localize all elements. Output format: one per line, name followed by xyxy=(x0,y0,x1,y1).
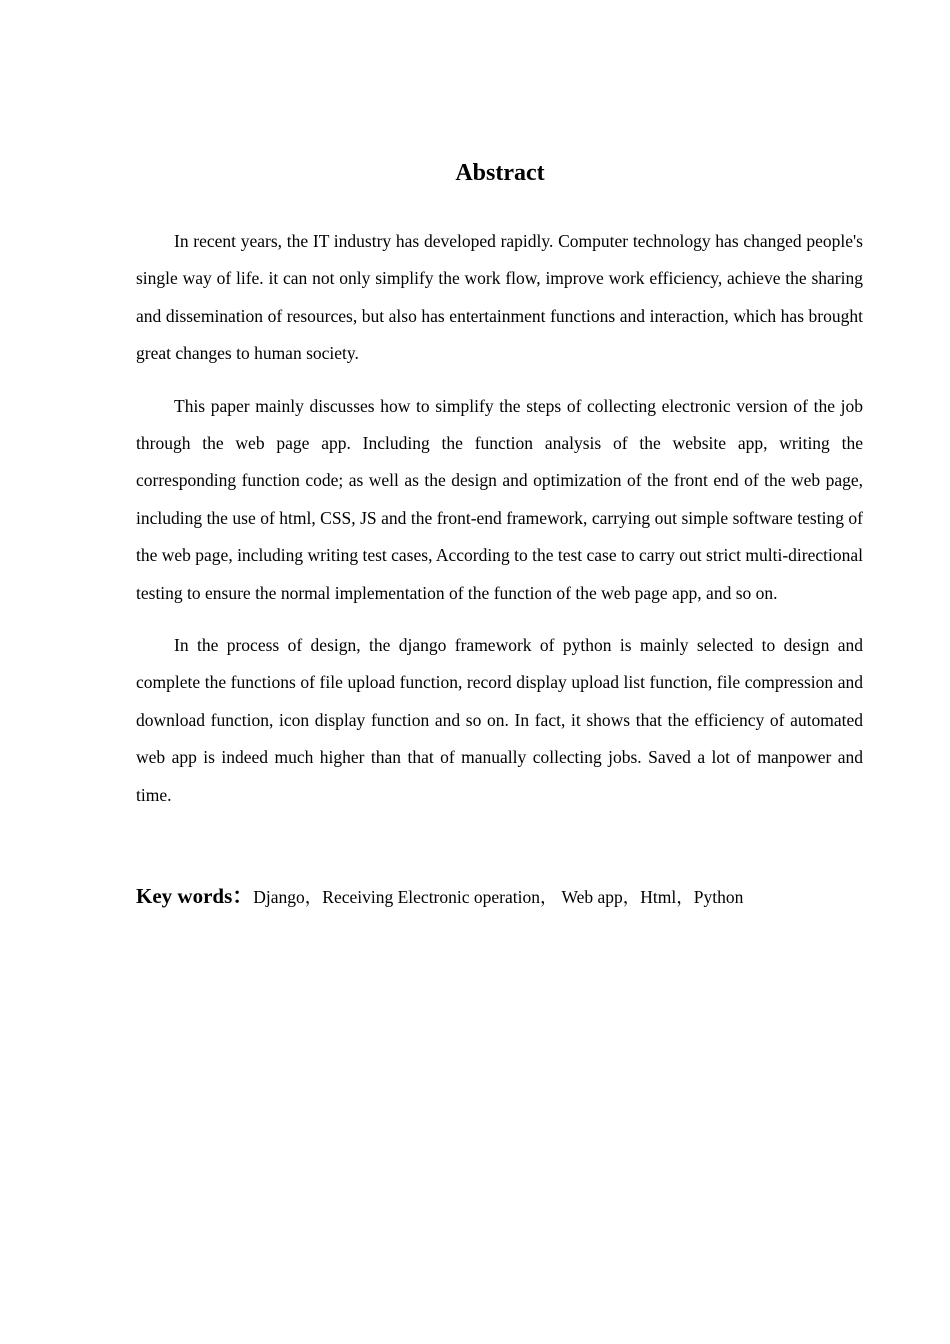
abstract-body xyxy=(136,223,863,829)
abstract-paragraph-3: In the process of design, the django framework of python is mainly selected to design and complete the functions of file upload function, record display upload list function, file compression and download function, icon display function and so on. In fact, it shows that the efficiency of automated web app is indeed much higher than that of manually collecting jobs. Saved a lot of manpower and time. xyxy=(136,635,863,805)
abstract-paragraph-2: This paper mainly discusses how to simplify the steps of collecting electronic version of the job through the web page app. Including the function analysis of the website app, writing the corresponding function code; as well as the design and optimization of the front end of the web page, including the use of html, CSS, JS and the front-end framework, carrying out simple software testing of the web page, including writing test cases, According to the test case to carry out strict multi-directional testing to ensure the normal implementation of the function of the web page app, and so on. xyxy=(136,395,864,603)
keyword-html: Html， xyxy=(640,887,694,907)
keywords-line xyxy=(136,880,863,913)
keyword-python: Python xyxy=(693,887,744,907)
keywords-colon: ： xyxy=(232,884,254,908)
keyword-receiving-electronic-operation: Receiving Electronic operation， xyxy=(322,887,558,907)
abstract-paragraph-1: In recent years, the IT industry has developed rapidly. Computer technology has changed people's single way of life. it can not only simplify the work flow, improve work efficiency, achieve the sharing and dissemination of resources, but also has entertainment functions and interaction, which has brought great changes to human society. xyxy=(136,231,863,364)
keyword-web-app: Web app， xyxy=(561,887,641,907)
abstract-heading: Abstract xyxy=(455,160,545,186)
keyword-django: Django， xyxy=(253,887,323,907)
keywords-label: Key words xyxy=(136,884,233,908)
